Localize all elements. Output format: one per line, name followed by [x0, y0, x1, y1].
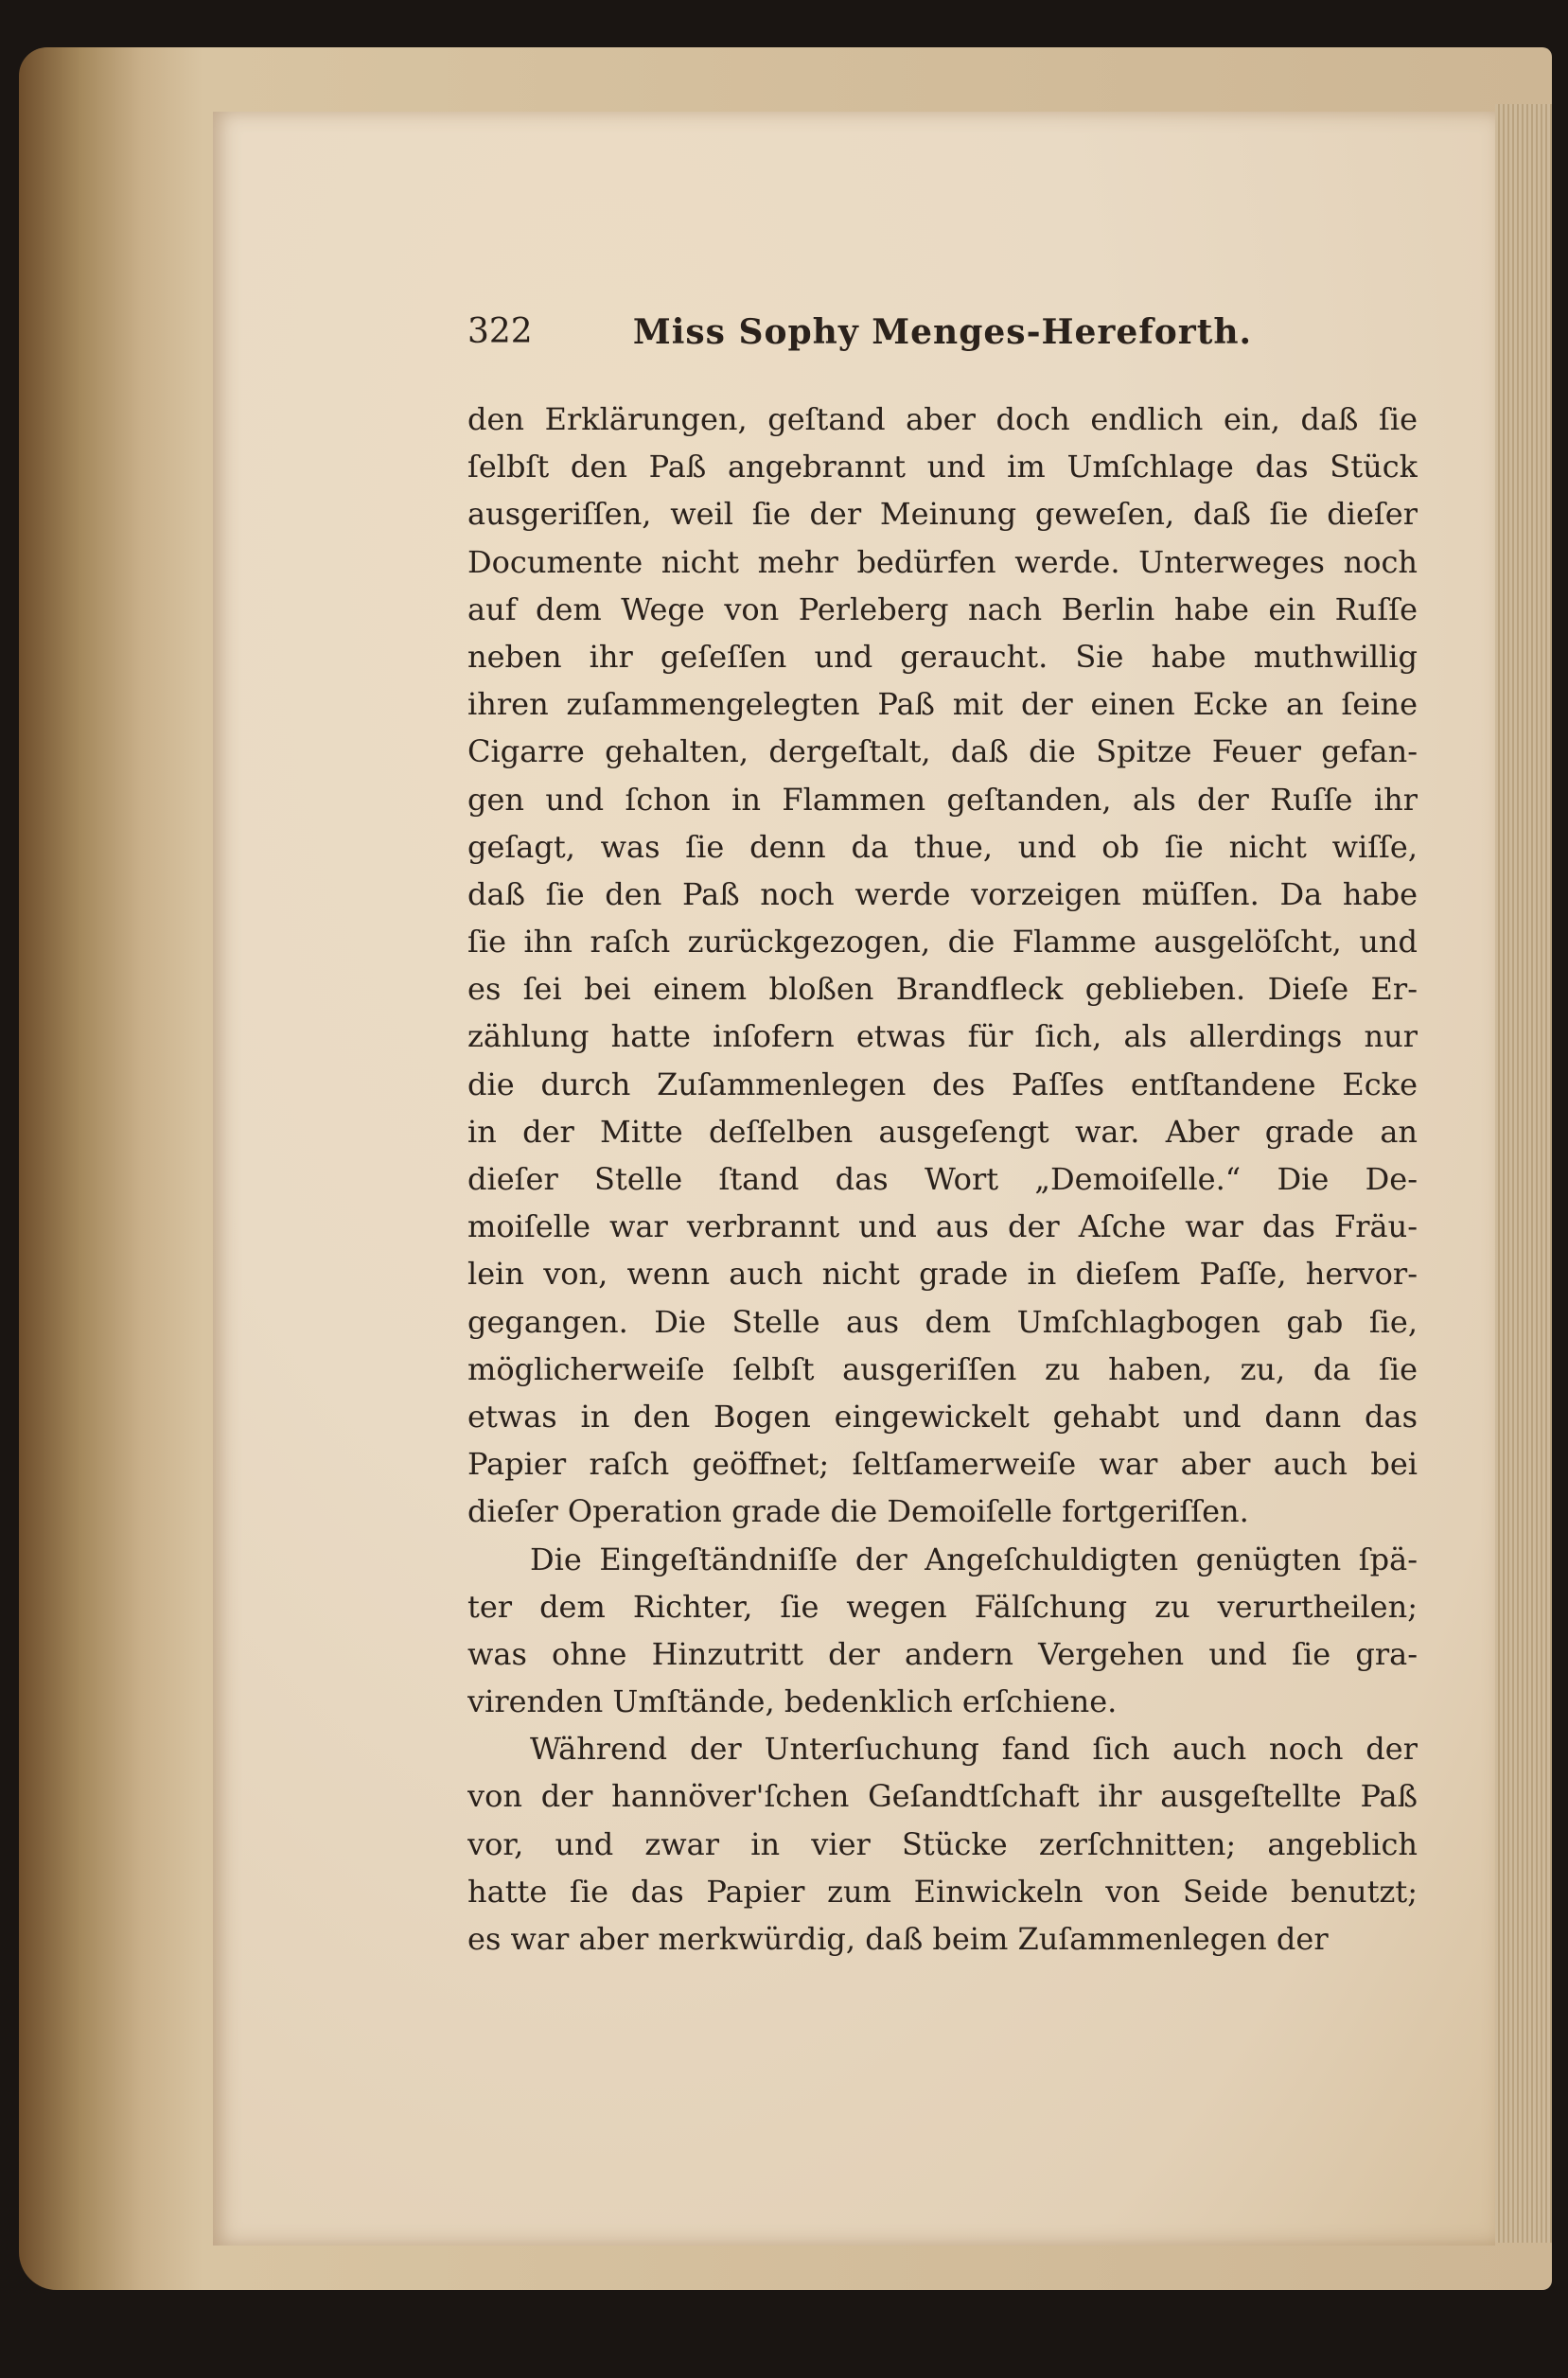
text-line: Documente nicht mehr bedürfen werde. Unterweges noch: [467, 543, 1418, 580]
text-line: moiſelle war verbrannt und aus der Aſche war das Fräu-: [467, 1208, 1418, 1245]
text-line: ſie ihn raſch zurückgezogen, die Flamme ausgelöſcht, und: [467, 924, 1418, 960]
text-line: Cigarre gehalten, dergeſtalt, daß die Spitze Feuer gefan-: [467, 733, 1418, 770]
text-line: ſelbſt den Paß angebrannt und im Umſchlage das Stück: [467, 449, 1418, 485]
text-line: etwas in den Bogen eingewickelt gehabt und dann das: [467, 1398, 1418, 1435]
text-line: ter dem Richter, ſie wegen Fälſchung zu verurtheilen;: [467, 1588, 1418, 1625]
text-line: geſagt, was ſie denn da thue, und ob ſie nicht wiſſe,: [467, 828, 1418, 865]
text-line: dieſer Operation grade die Demoiſelle fortgeriſſen.: [467, 1493, 1249, 1530]
text-line: virenden Umſtände, bedenklich erſchiene.: [467, 1683, 1118, 1720]
text-line: daß ſie den Paß noch werde vorzeigen müſſen. Da habe: [467, 875, 1418, 912]
text-line: Während der Unterſuchung fand ſich auch noch der: [530, 1731, 1418, 1768]
text-line: es war aber merkwürdig, daß beim Zuſammenlegen der: [467, 1921, 1329, 1957]
text-line: zählung hatte inſofern etwas für ſich, als allerdings nur: [467, 1018, 1418, 1055]
text-line: dieſer Stelle ſtand das Wort „Demoiſelle.“ Die De-: [467, 1161, 1418, 1197]
text-line: von der hannöver'ſchen Geſandtſchaft ihr ausgeſtellte Paß: [467, 1778, 1418, 1815]
running-title: Miss Sophy Menges-Hereforth.: [632, 312, 1253, 352]
text-line: neben ihr geſeſſen und geraucht. Sie habe muthwillig: [467, 638, 1418, 675]
text-line: in der Mitte deſſelben ausgeſengt war. Aber grade an: [467, 1113, 1418, 1150]
page-header: [467, 312, 1418, 360]
text-line: hatte ſie das Papier zum Einwickeln von Seide benutzt;: [467, 1873, 1418, 1910]
text-line: Papier raſch geöffnet; ſeltſamerweiſe war aber auch bei: [467, 1446, 1418, 1483]
text-line: gen und ſchon in Flammen geſtanden, als der Ruſſe ihr: [467, 781, 1418, 818]
text-line: auf dem Wege von Perleberg nach Berlin habe ein Ruſſe: [467, 590, 1418, 627]
text-line: möglicherweiſe ſelbſt ausgeriſſen zu haben, zu, da ſie: [467, 1350, 1418, 1387]
text-line: gegangen. Die Stelle aus dem Umſchlagbogen gab ſie,: [467, 1303, 1418, 1340]
text-line: Die Eingeſtändniſſe der Angeſchuldigten genügten ſpä-: [530, 1541, 1418, 1577]
page-body-text: [467, 396, 1418, 1963]
text-line: vor, und zwar in vier Stücke zerſchnitten; angeblich: [467, 1825, 1418, 1862]
text-line: ausgeriſſen, weil ſie der Meinung geweſen, daß ſie dieſer: [467, 496, 1418, 533]
page-stack-edge: [1495, 104, 1552, 2243]
text-line: es ſei bei einem bloßen Brandfleck geblieben. Dieſe Er-: [467, 971, 1418, 1008]
text-line: den Erklärungen, geſtand aber doch endlich ein, daß ſie: [467, 401, 1418, 437]
text-line: was ohne Hinzutritt der andern Vergehen und ſie gra-: [467, 1635, 1418, 1672]
page-number: 322: [467, 312, 533, 351]
text-line: lein von, wenn auch nicht grade in dieſem Paſſe, hervor-: [467, 1256, 1418, 1293]
text-line: ihren zuſammengelegten Paß mit der einen Ecke an ſeine: [467, 686, 1418, 723]
text-line: die durch Zuſammenlegen des Paſſes entſtandene Ecke: [467, 1066, 1418, 1102]
